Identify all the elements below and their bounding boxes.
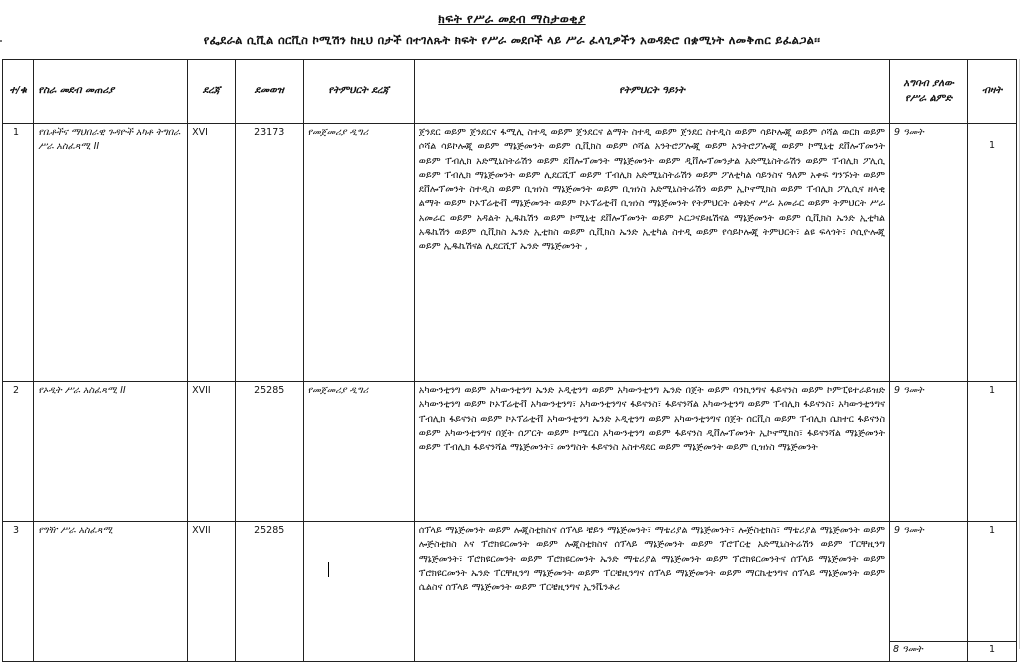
- cell-field-of-study[interactable]: ሰፕላይ ማኔጅመንት ወይም ሎጂስቲክስና ሰፕላይ ቼይን ማኔጅመንት፣ ማቴሪያል ማኔጅመንት፣ ሎጅስቲክስ፣ ማቴሪያል ማኔጅመንት ወይም ሎጅስቲክስ እና ፕሮክዩርመንት ወይም ሎጂስቲክስና ሰፕላይ ማኔጅመንት ወይም ፕሮፐርቲ አድሚኒስትሬሽን ወይም ፐርቸዚንግ ማኔጅመንት፣ ፕሮክዩርመንት ወይም ፕሮክዩርመንት ኤንድ ማቴሪያል ማኔጅመንት ወይም ፕሮክዩርመንትና ሰፕላይ ማኔጅመንት ወይም ፕሮክዩርመንት ኤንድ ፐርቸዚንግ ማኔጅመንት ወይም ፐርቼዚንግና ሰፕላይ ማኔጅመንት ወይም ማርኬቲንግና ሰፕላይ ማኔጅመንት ወይም ሴልስና ሰፕላይ ማኔጅመንት ወይም ፐርቼዚንግና ኢንቬንቶሪ: [414, 522, 889, 662]
- cell-salary[interactable]: 25285: [235, 522, 303, 662]
- cell-experience[interactable]: 9 ዓመት: [890, 124, 968, 382]
- cell-grade[interactable]: XVII: [188, 382, 236, 522]
- page-subtitle: የፌደራል ሲቪል ሰርቪስ ኮሚሽን ከዚህ በታች በተገለጹት ክፍት የሥራ መደቦች ላይ ሥራ ፈላጊዎችን አወዳድሮ በቋሚነት ለመቅጠር ይፈልጋል፡፡: [203, 33, 821, 47]
- table-header-row: [3, 60, 1017, 124]
- cell-position[interactable]: የኦዲት ሥራ አስፈጻሚ II: [34, 382, 188, 522]
- cell-no[interactable]: 2: [3, 382, 34, 522]
- table-row: [3, 382, 1017, 522]
- cell-education-level[interactable]: [303, 522, 414, 662]
- cell-sub-experience[interactable]: 8 ዓመት: [890, 641, 968, 658]
- cell-field-of-study[interactable]: አካውንቲንግ ወይም አካውንቲንግ ኤንድ ኦዲቲንግ ወይም አካውንቲንግ ኤንድ በጀት ወይም ባንኪንግና ፋይናንስ ወይም ኮምፒዩተራይዝድ አካውንቲንግ ወይም ኮኦፕሬቲቭ አካውንቲንግ፣ አካውንቲንግና ፋይናንስ፣ ፋይናንሻል አካውንቲንግ ወይም ፐብሊክ ፋይናንስ፣ አካውንቲንግና ፐብሊክ ፋይናንስ ወይም ኮኦፕሬቲቭ አካውንቲንግ ኤንድ ኦዲቲንግ ወይም አካውንቲንግና በጀት ሰርቪስ ወይም ፐብሊክ ሴክተር ፋይናንስ ወይም አካውንቲንግና በጀት ሰፖርት ወይም ኮሜርስ አካውንቲንግ ወይም ፋይናንስ ዲቨሎፕመንት ኢኮኖሚክስ፣ ፋይናንሻል ማኔጅመንት ወይም ፐብሊክ ፋይናንሻል ማኔጅመንት፣ መንግስት ፋይናንስ አስተዳደር ወይም ማኔጅመንት ወይም ቢዝነስ ማኔጅመንት: [414, 382, 889, 522]
- header-no[interactable]: ተ/ቁ: [3, 60, 34, 124]
- table-row: [3, 124, 1017, 382]
- page-title: ክፍት የሥራ መደብ ማስታወቂያ: [438, 12, 586, 26]
- header-experience[interactable]: አግባብ ያለው የሥራ ልምድ: [890, 60, 968, 124]
- vacancy-table: [2, 59, 1017, 662]
- cell-quantity-value: 1: [989, 525, 996, 536]
- cell-quantity-value: 1: [989, 140, 996, 151]
- cell-experience[interactable]: 9 ዓመት: [890, 382, 968, 522]
- cell-education-level[interactable]: የመጀመሪያ ዲግሪ: [303, 382, 414, 522]
- cell-sub-quantity[interactable]: 1: [968, 641, 1017, 658]
- header-quantity[interactable]: ብዛት: [968, 60, 1017, 124]
- header-position[interactable]: የስራ መደብ መጠሪያ: [34, 60, 188, 124]
- cell-salary[interactable]: 23173: [235, 124, 303, 382]
- cell-grade[interactable]: XVII: [188, 522, 236, 662]
- table-row: [3, 522, 1017, 662]
- header-grade[interactable]: ደረጃ: [188, 60, 236, 124]
- cell-grade[interactable]: XVI: [188, 124, 236, 382]
- cell-position[interactable]: የቤቶችና ማህበራዊ ጉዳዮች አካቶ ትግበራ ሥራ አስፈጻሚ II: [34, 124, 188, 382]
- cell-quantity[interactable]: [968, 124, 1017, 382]
- cell-experience-value: 9 ዓመት: [894, 525, 924, 536]
- cell-quantity[interactable]: [968, 522, 1017, 662]
- header-salary[interactable]: ደመወዝ: [235, 60, 303, 124]
- cell-experience[interactable]: [890, 522, 968, 662]
- cell-field-of-study[interactable]: ጀንደር ወይም ጀንደርና ፋሚሊ ስተዲ ወይም ጀንደርና ልማት ስተዲ ወይም ጀንደር ስተዲስ ወይም ሳይኮሎጂ ወይም ሶሻል ወርክ ወይም ሶሻል ሳይኮሎጂ ወይም ማኔጅመንት ወይም ሲቪክስ ወይም ሶሻል አንትሮፖሎጂ ወይም አንትሮፖሎጂ ወይም ኮሚኒቲ ደቨሎፕመንት ወይም ፐብሊክ አድሚኒስትሬሽን ወይም ደቨሎፕመንት ማኔጅመንት ወይም ዲቨሎፕመንታል አድሚኒስትሬሽን ወይም ፐብሊክ ፖሊሲ ወይም ፐብሊክ ማኔጅመንት ወይም ሊደርሺፕ ወይም ፐብሊክ አድሚኒስትሬሽን ወይም ፖለቲካል ሳይንስና ዓለም አቀፍ ግንኙነት ወይም ደቨሎፕመንት ስተዲስ ወይም ቢዝነስ ማኔጅመንት ወይም ቢዝነስ አድሚኒስትሬሽን ወይም ኢኮኖሚክስ ወይም ፐብሊክ ፖሊሲና ዘላቂ ልማት ወይም ኮኦፕሬቲቭ ማኔጅመንት ወይም ኮኦፕሬቲቭ ቢዝነስ ማኔጅመንት የትምህርት ዕቅድና ሥራ አመራር ወይም ትምህርት ሥራ አመራር ወይም አዳልት ኢዱኬሽን ወይም ኮሚኒቲ ደቨሎፕመንት ወይም ኦርጋናይዜሽናል ማኔጅመንት ወይም ሲቪክስ ኤንድ ኢቲካል አዱኬሽን ወይም ሲቪክስ ኤንድ ኢቲክስ ወይም ሲቪክስ ኤንድ ኢቲካል ስተዲ ወይም የሳይኮሎጂ ትምህርት፣ ልዩ ፍላጎት፣ ሶሲዮሎጂ ወይም ኢዱኬሽናል ሊደርሺፕ ኤንድ ማኔጅመንት ,: [414, 124, 889, 382]
- cell-no[interactable]: 1: [3, 124, 34, 382]
- cell-salary[interactable]: 25285: [235, 382, 303, 522]
- cell-education-level[interactable]: የመጀመሪያ ዲግሪ: [303, 124, 414, 382]
- cell-position[interactable]: የግዥ ሥራ አስፈጻሚ: [34, 522, 188, 662]
- page-edge-line: [1019, 59, 1020, 649]
- header-education-level[interactable]: የትምህርት ደረጃ: [303, 60, 414, 124]
- header-field-of-study[interactable]: የትምህርት ዓይነት: [414, 60, 889, 124]
- cell-no[interactable]: 3: [3, 522, 34, 662]
- text-cursor: [328, 562, 329, 577]
- cell-quantity[interactable]: 1: [968, 382, 1017, 522]
